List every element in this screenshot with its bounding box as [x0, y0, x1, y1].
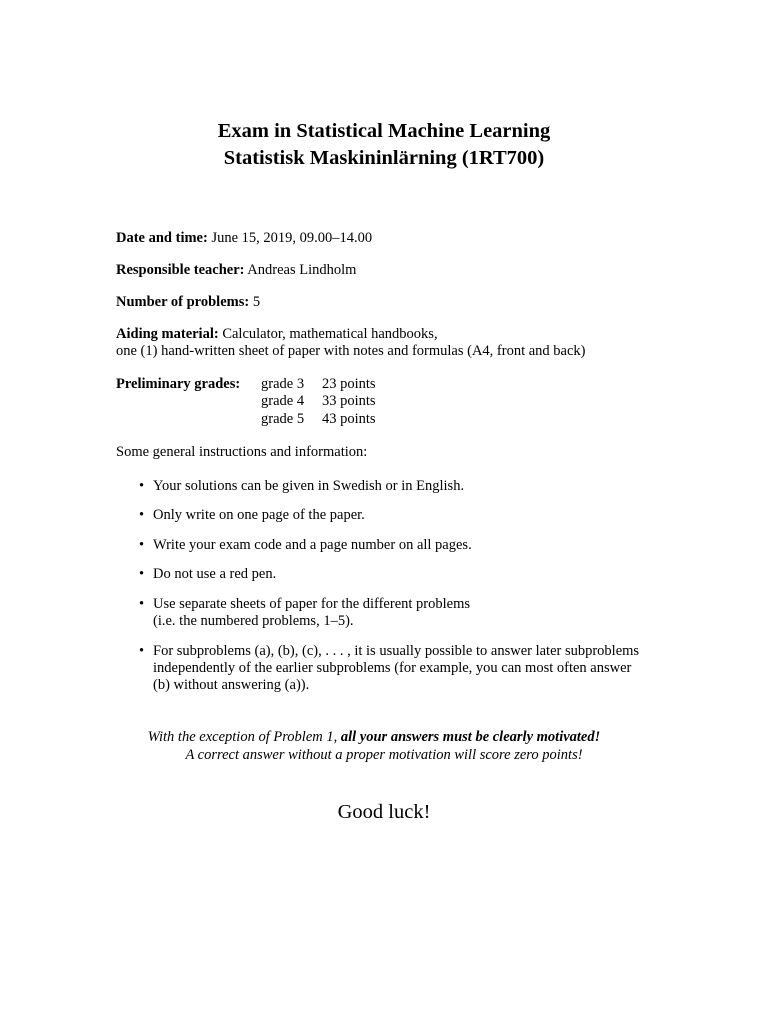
bullet-icon: • — [139, 537, 145, 553]
aiding-field — [116, 326, 438, 343]
bullet-icon: • — [139, 643, 145, 659]
instruction-item — [139, 643, 639, 694]
instruction-item — [139, 507, 365, 524]
grade-row — [261, 393, 376, 410]
instruction-item — [139, 566, 276, 583]
grade-row — [261, 411, 376, 428]
aiding-label: Aiding material: — [116, 326, 219, 342]
instruction-text: Only write on one page of the paper. — [153, 507, 365, 523]
date-field — [116, 230, 372, 247]
grade-points: 33 points — [322, 393, 376, 409]
exam-title-english: Exam in Statistical Machine Learning — [217, 120, 551, 142]
motivation-note-prefix: With the exception of Problem 1, — [147, 729, 341, 745]
instruction-item — [139, 537, 472, 554]
teacher-label: Responsible teacher: — [116, 262, 245, 278]
grade-name: grade 5 — [261, 411, 305, 427]
problems-field — [116, 294, 260, 311]
motivation-note-emphasis: all your answers must be clearly motivated! — [340, 729, 601, 745]
instruction-item — [139, 596, 470, 630]
instruction-text: Write your exam code and a page number on all pages. — [153, 537, 472, 553]
instruction-text: Use separate sheets of paper for the different problems — [153, 596, 470, 612]
instruction-text: independently of the earlier subproblems (for example, you can most often answer — [153, 660, 632, 676]
problems-label: Number of problems: — [116, 294, 250, 310]
bullet-icon: • — [139, 507, 145, 523]
date-value: June 15, 2019, 09.00–14.00 — [211, 230, 373, 246]
instruction-text: (b) without answering (a)). — [153, 677, 310, 693]
grade-points: 23 points — [322, 376, 376, 392]
instructions-intro: Some general instructions and information: — [116, 444, 368, 460]
instruction-text: For subproblems (a), (b), (c), . . . , it is usually possible to answer later subproblems — [153, 643, 640, 659]
instruction-text: Your solutions can be given in Swedish or in English. — [153, 478, 465, 494]
bullet-icon: • — [139, 566, 145, 582]
bullet-icon: • — [139, 478, 145, 494]
motivation-note — [0, 728, 758, 746]
grade-name: grade 3 — [261, 376, 305, 392]
grade-row — [261, 376, 376, 393]
teacher-value: Andreas Lindholm — [247, 262, 357, 278]
instruction-item — [139, 478, 464, 495]
exam-title-swedish: Statistisk Maskininlärning (1RT700) — [223, 147, 545, 169]
motivation-warning: A correct answer without a proper motivation will score zero points! — [185, 747, 583, 763]
aiding-value-line2: one (1) hand-written sheet of paper with notes and formulas (A4, front and back) — [116, 343, 586, 359]
instruction-text: (i.e. the numbered problems, 1–5). — [153, 613, 354, 629]
grade-name: grade 4 — [261, 393, 305, 409]
bullet-icon: • — [139, 596, 145, 612]
grades-label: Preliminary grades: — [116, 376, 241, 392]
aiding-value-line1: Calculator, mathematical handbooks, — [222, 326, 438, 342]
grade-points: 43 points — [322, 411, 376, 427]
problems-value: 5 — [252, 294, 261, 310]
teacher-field — [116, 262, 356, 279]
instruction-text: Do not use a red pen. — [153, 566, 277, 582]
good-luck-text: Good luck! — [337, 801, 431, 823]
date-label: Date and time: — [116, 230, 208, 246]
